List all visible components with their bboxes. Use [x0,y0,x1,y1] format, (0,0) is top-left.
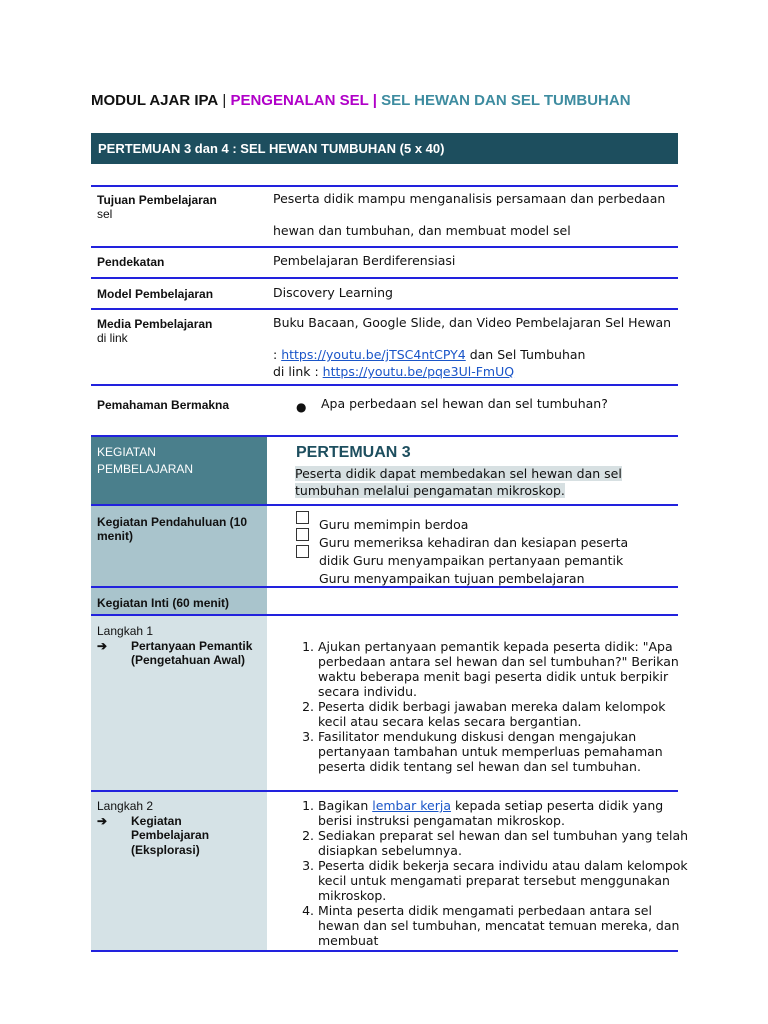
table-rule [91,246,678,248]
tujuan-value-line2: hewan dan tumbuhan, dan membuat model sel [273,223,571,238]
langkah2-label: Langkah 2 ➔ Kegiatan Pembelajaran (Eksplorasi) [97,799,210,857]
media-value-line3: di link : https://youtu.be/pqe3Ul-FmUQ [273,364,515,379]
langkah2-steps [296,798,690,948]
list-item: 2. Sediakan preparat sel hewan dan sel tumbuhan yang telah disiapkan sebelumnya. [318,828,690,858]
model-value: Discovery Learning [273,285,393,300]
table-rule [91,384,678,386]
pendahuluan-label: Kegiatan Pendahuluan (10 menit) [97,515,248,543]
checkbox-icon[interactable] [296,545,309,558]
video-link-hewan[interactable]: https://youtu.be/jTSC4ntCPY4 [281,347,466,362]
pendekatan-value: Pembelajaran Berdiferensiasi [273,253,456,268]
list-item: 1. Bagikan lembar kerja kepada setiap peserta didik yang berisi instruksi pengamatan mikroskop. [318,798,690,828]
video-link-tumbuhan[interactable]: https://youtu.be/pqe3Ul-FmUQ [322,364,515,379]
media-value-line2: : https://youtu.be/jTSC4ntCPY4 dan Sel Tumbuhan [273,347,586,362]
title-topic: PENGENALAN SEL | [230,92,377,109]
pertemuan-title: PERTEMUAN 3 [296,444,411,461]
table-rule [91,277,678,279]
table-rule [91,185,678,187]
media-label: Media Pembelajaran di link [97,317,213,345]
list-item: 2. Peserta didik berbagi jawaban mereka dalam kelompok kecil atau secara kelas secara bergantian. [318,699,690,729]
list-item: 3. Fasilitator mendukung diskusi dengan mengajukan pertanyaan tambahan untuk memperluas pemahaman peserta didik tentang sel hewan dan sel tumbuhan. [318,729,690,774]
table-rule [91,308,678,310]
document-title [91,92,631,109]
checkbox-icon[interactable] [296,511,309,524]
list-item: 1. Ajukan pertanyaan pemantik kepada peserta didik: "Apa perbedaan antara sel hewan dan sel tumbuhan?" Berikan waktu beberapa menit bagi peserta didik untuk berpikir secara individu. [318,639,690,699]
pendekatan-label: Pendekatan [97,255,165,269]
meeting-banner: PERTEMUAN 3 dan 4 : SEL HEWAN TUMBUHAN (5 x 40) [91,133,678,164]
langkah1-label: Langkah 1 ➔ Pertanyaan Pemantik (Pengetahuan Awal) [97,624,253,667]
list-item: 3. Peserta didik bekerja secara individu atau dalam kelompok kecil untuk mengamati preparat tersebut menggunakan mikroskop. [318,858,690,903]
media-value-line1: Buku Bacaan, Google Slide, dan Video Pembelajaran Sel Hewan [273,315,672,330]
checkbox-icon[interactable] [296,528,309,541]
checkbox-column [296,511,310,562]
arrow-right-icon: ➔ [97,813,108,828]
pertemuan-description: Peserta didik dapat membedakan sel hewan dan sel tumbuhan melalui pengamatan mikroskop. [295,466,622,498]
langkah1-steps [296,639,690,774]
worksheet-link[interactable]: lembar kerja [372,798,452,813]
kegiatan-label: KEGIATAN PEMBELAJARAN [97,445,194,476]
list-item: 4. Minta peserta didik mengamati perbedaan antara sel hewan dan sel tumbuhan, mencatat temuan mereka, dan membuat [318,903,690,948]
pendahuluan-text: Guru memimpin berdoa Guru memeriksa kehadiran dan kesiapan peserta didik Guru menyampaikan pertanyaan pemantik Guru menyampaikan tujuan pembelajaran [319,517,629,586]
title-separator: | [218,92,231,109]
title-subtopic: SEL HEWAN DAN SEL TUMBUHAN [376,92,631,109]
table-rule [91,950,678,952]
pemahaman-value: Apa perbedaan sel hewan dan sel tumbuhan? [321,396,608,411]
title-module: MODUL AJAR IPA [91,92,219,109]
pemahaman-label: Pemahaman Bermakna [97,398,230,412]
arrow-right-icon: ➔ [97,638,108,653]
tujuan-value-line1: Peserta didik mampu menganalisis persamaan dan perbedaan [273,191,666,206]
model-label: Model Pembelajaran [97,287,214,301]
tujuan-label: Tujuan Pembelajaran sel [97,193,217,221]
inti-label: Kegiatan Inti (60 menit) [97,596,230,610]
bullet-icon: ● [296,400,307,414]
